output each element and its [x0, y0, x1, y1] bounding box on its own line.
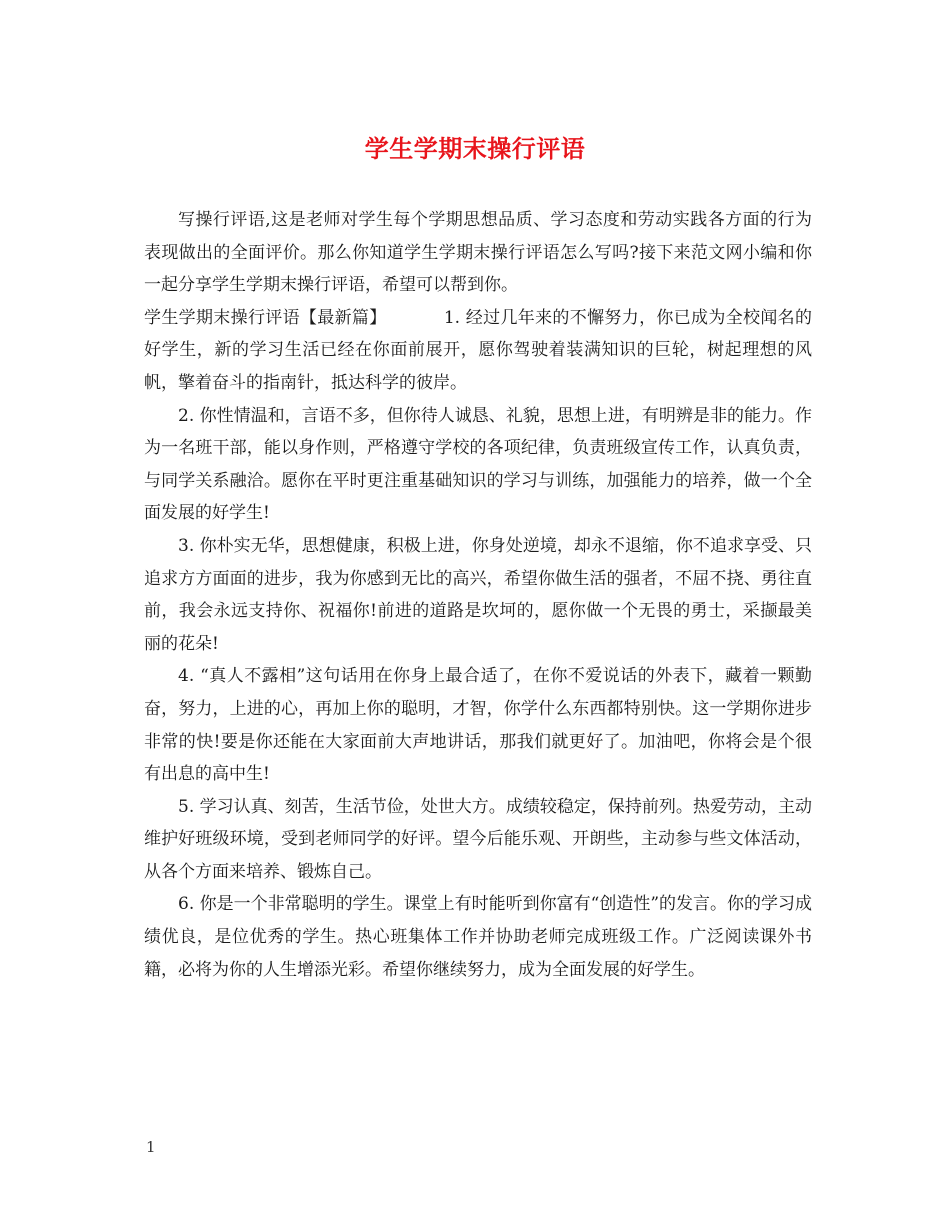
comment-item-6: 6. 你是一个非常聪明的学生。课堂上有时能听到你富有“创造性”的发言。你的学习成绩优良，是位优秀的学生。热心班集体工作并协助老师完成班级工作。广泛阅读课外书籍，必将为你的人生增添光彩。希望你继续努力，成为全面发展的好学生。	[144, 894, 813, 980]
comment-item-2: 2. 你性情温和，言语不多，但你待人诚恳、礼貌，思想上进，有明辨是非的能力。作为一名班干部，能以身作则，严格遵守学校的各项纪律，负责班级宣传工作，认真负责，与同学关系融洽。愿你在平时更注重基础知识的学习与训练，加强能力的培养，做一个全面发展的好学生!	[144, 405, 812, 524]
document-body	[144, 204, 812, 986]
intro-paragraph: 写操行评语,这是老师对学生每个学期思想品质、学习态度和劳动实践各方面的行为表现做出的全面评价。那么你知道学生学期末操行评语怎么写吗?接下来范文网小编和你一起分享学生学期末操行评语，希望可以帮到你。	[144, 210, 812, 296]
comment-item-5: 5. 学习认真、刻苦，生活节俭，处世大方。成绩较稳定，保持前列。热爱劳动，主动维护好班级环境，受到老师同学的好评。望今后能乐观、开朗些，主动参与些文体活动，从各个方面来培养、锻炼自己。	[144, 796, 812, 882]
page-number: 1	[146, 1138, 156, 1156]
comment-item-4: 4. “真人不露相”这句话用在你身上最合适了，在你不爱说话的外表下，藏着一颗勤奋，努力，上进的心，再加上你的聪明，才智，你学什么东西都特别快。这一学期你进步非常的快!要是你还能在大家面前大声地讲话，那我们就更好了。加油吧，你将会是个很有出息的高中生!	[144, 666, 812, 785]
section-first-paragraph	[144, 302, 812, 400]
section-heading: 学生学期末操行评语【最新篇】	[144, 307, 387, 328]
comment-item-3: 3. 你朴实无华，思想健康，积极上进，你身处逆境，却永不退缩，你不追求享受、只追求方方面面的进步，我为你感到无比的高兴，希望你做生活的强者，不屈不挠、勇往直前，我会永远支持你、祝福你!前进的道路是坎坷的，愿你做一个无畏的勇士，采撷最美丽的花朵!	[144, 535, 812, 654]
comment-item-1: 1. 经过几年来的不懈努力，你已成为全校闻名的好学生，新的学习生活已经在你面前展开，愿你驾驶着装满知识的巨轮，树起理想的风帆，擎着奋斗的指南针，抵达科学的彼岸。	[144, 307, 812, 393]
document-title: 学生学期末操行评语	[364, 134, 586, 163]
